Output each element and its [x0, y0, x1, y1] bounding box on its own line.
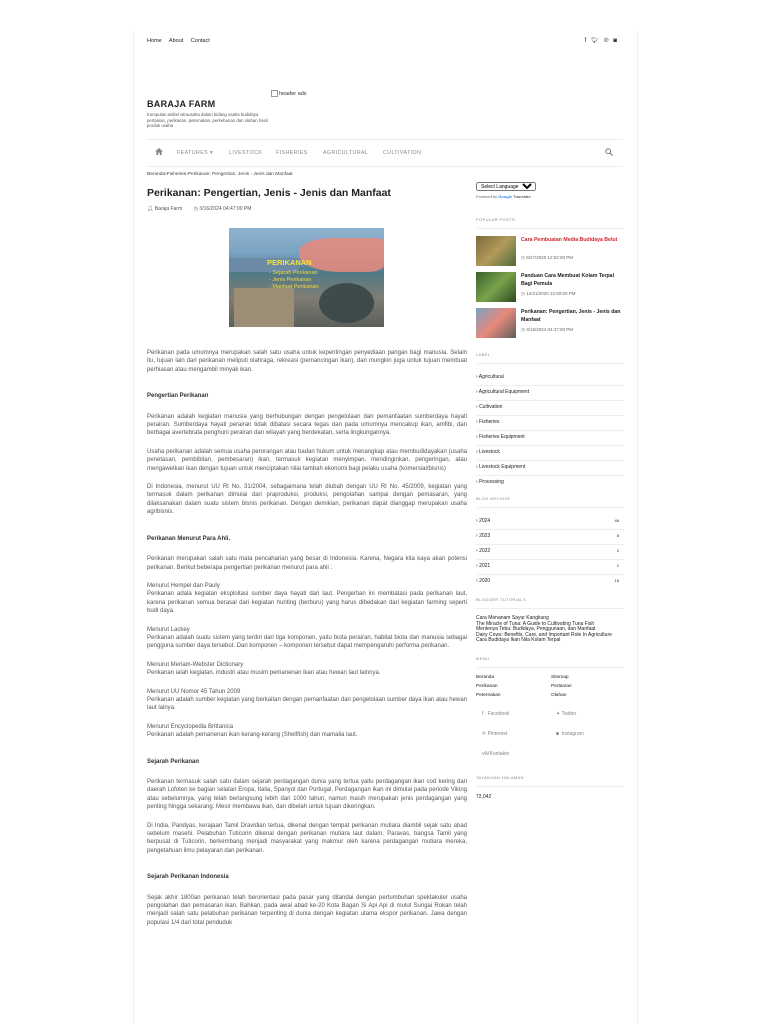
hero-sub-1: - Sejarah Perikanan — [269, 270, 318, 276]
archive-list — [476, 515, 624, 589]
post-paragraph: Sejak akhir 1800an perikanan telah berorientasi pada pasar yang ditandai dengan pertumbuhan spektakuler usaha pengolahan dan pemasaran ikan. Bahkan, pada awal abad ke-20 Kota Bagan Si Api Api di mulut Sungai Rokan telah menjadi salah satu pelabuhan perikanan terpenting di dunia dengan kegiatan utama ekspor perikanan. Jawa dengan populasi 1/4 dari total penduduk — [147, 894, 467, 926]
nav-agricultural[interactable]: AGRICULTURAL — [323, 150, 369, 156]
hero-sublabels — [269, 270, 319, 291]
popular-post-thumbnail[interactable] — [476, 272, 516, 302]
nav-livestock[interactable]: LIVESTOCK — [229, 150, 263, 156]
hero-label: PERIKANAN — [267, 258, 312, 267]
nav-fisheries[interactable]: FISHERIES — [276, 150, 308, 156]
language-select[interactable] — [476, 182, 536, 191]
post-heading: Sejarah Perikanan Indonesia — [147, 874, 229, 881]
popular-post-date-text: 12/21/2020 12:50:00 PM — [526, 291, 576, 296]
social-vkontakte[interactable] — [482, 750, 510, 757]
post-title: Perikanan: Pengertian, Jenis - Jenis dan Manfaat — [147, 187, 391, 199]
chevron-right-icon: › — [165, 172, 167, 177]
archive-year[interactable]: › 2023 8 — [476, 530, 624, 545]
social-links — [476, 707, 624, 769]
popular-post[interactable] — [476, 272, 624, 308]
label-item[interactable]: › Livestock — [476, 446, 624, 461]
social-pinterest-label[interactable]: Pinterest — [487, 730, 508, 737]
twitter-icon: ✦ — [556, 710, 561, 717]
blogger-tutorials-title: BLOGGER TUTORIALS — [476, 597, 624, 609]
label-item[interactable]: › Agricultural Equipment — [476, 386, 624, 401]
top-link-about[interactable]: About — [168, 38, 184, 44]
post-heading: Pengertian Perikanan — [147, 393, 209, 400]
translate-widget — [476, 175, 624, 199]
sidebar — [476, 146, 624, 800]
breadcrumb-current: Perikanan: Pengertian, Jenis - Jenis dan Manfaat — [187, 172, 293, 177]
label-item[interactable]: › Cultivation — [476, 401, 624, 416]
social-facebook-label[interactable]: Facebook — [487, 710, 510, 717]
pinterest-icon[interactable]: ℗ — [603, 38, 614, 44]
popular-post-date-text: 3/16/2024 04:47:00 PM — [526, 327, 573, 332]
label-item[interactable]: › Livestock Equipment — [476, 461, 624, 476]
page-wrapper — [133, 30, 638, 1024]
expert-definition — [147, 723, 467, 740]
expert-name: Menurut Hempel dan Pauly — [147, 582, 220, 589]
popular-posts-title: POPULAR POSTS — [476, 217, 624, 229]
archive-count: 8 — [616, 533, 619, 538]
social-instagram[interactable] — [556, 730, 584, 737]
vkontakte-icon: vk — [482, 750, 487, 757]
archive-title: BLOG ARCHIVE — [476, 496, 624, 508]
label-item[interactable]: › Agricultural — [476, 371, 624, 386]
post-paragraph: Di India, Pandyas, kerajaan Tamil Dravidian tertua, dikenal dengan tempat perikanan mutiara diambil sejak satu abad sebelum masehi. Pelabuhan Tuticorin dikenal dengan perikanan mutiara laut dalam. Paravas, bangsa Tamil yang berpusat di Tuticorin, berkembang menjadi masyarakat yang makmur oleh karena perdagangan mutiara mereka, pengetahuan ilmu pelayaran dan perikanan. — [147, 822, 467, 854]
popular-posts-list — [476, 236, 624, 344]
archive-year[interactable]: › 2022 2 — [476, 545, 624, 560]
label-text[interactable]: Livestock Equipment — [479, 464, 526, 470]
google-logo[interactable]: Google — [498, 194, 513, 199]
expert-text: Perikanan ialah kegiatan, industri atau musim pemanenan ikan atau hewan laut lainnya. — [147, 670, 381, 677]
post-author[interactable]: Baraja Farm — [154, 206, 183, 212]
user-icon: 👤︎ — [147, 206, 154, 212]
powered-by-google — [476, 194, 624, 199]
post-paragraph: Perikanan adalah kegiatan manusia yang berhubungan dengan pengelolaan dan pemanfaatan sumberdaya hayati perairan. Sumberdaya hayati perairan tidak dibatasi secara tegas dan pada umumnya mencakup ikan, amfibi, dan berbagai avertebrata penghuni perairan dan wilayah yang berdekatan, serta lingkungannya. — [147, 413, 467, 437]
archive-year-label[interactable]: 2022 — [479, 548, 491, 554]
menu-grid — [476, 675, 624, 701]
label-item[interactable]: › Fisheries Equipment — [476, 431, 624, 446]
label-text[interactable]: Agricultural Equipment — [478, 389, 530, 395]
archive-year-label[interactable]: 2020 — [479, 578, 491, 584]
popular-post-title[interactable]: Cara Pembuatan Media Budidaya Belut — [521, 237, 618, 243]
post-paragraph: Perikanan pada umumnya merupakan salah satu usaha untuk kepentingan penyediaan pangan bagi manusia. Selain itu, tujuan lain dari perikanan meliputi olahraga, rekreasi (pemancingan ikan), dan mungkin juga untuk tujuan membuat perhiasan atau mengambil minyak ikan. — [147, 350, 467, 373]
popular-post[interactable] — [476, 308, 624, 344]
instagram-icon: ◙ — [556, 730, 560, 737]
clock-icon: ◷ — [193, 206, 199, 212]
menu-sitemap[interactable]: Sitemap — [551, 674, 569, 680]
menu-olahan[interactable]: Olahan — [551, 692, 567, 698]
menu-beranda[interactable]: Beranda — [476, 674, 495, 680]
popular-post[interactable] — [476, 236, 624, 272]
label-list — [476, 371, 624, 490]
post-paragraph: Usaha perikanan adalah semua usaha perorangan atau badan hukum untuk menangkap atau membudidayakan (usaha penetasan, pembibitan, pembesaran) ikan, termasuk kegiatan menyimpan, mendinginkan, pengeringan, atau mengawetkan ikan dengan tujuan untuk menciptakan nilai tambah ekonomi bagi pelaku usaha (komersial/bisnis) — [147, 448, 467, 472]
powered-by-text: Powered by — [476, 194, 498, 199]
pinterest-icon: ℗ — [482, 730, 486, 737]
blogger-item[interactable]: Cara Budidaya Ikan Nila Kolam Terpal — [476, 637, 561, 643]
main-content — [147, 172, 467, 926]
archive-year-label[interactable]: 2024 — [479, 518, 491, 524]
label-text[interactable]: Cultivation — [479, 404, 503, 410]
expert-definition — [147, 626, 467, 651]
breadcrumb-fisheries[interactable]: Fisheries — [166, 172, 187, 177]
archive-count: 2 — [616, 548, 619, 553]
top-link-home[interactable]: Home — [147, 38, 162, 44]
label-item[interactable]: › Fisheries — [476, 416, 624, 431]
facebook-icon[interactable]: f — [584, 38, 592, 44]
label-widget-title: LABEL — [476, 352, 624, 364]
expert-definition — [147, 661, 467, 678]
social-vkontakte-label[interactable]: VKontakte — [486, 750, 510, 757]
expert-text: Perikanan adalah sumber kegiatan yang berkaitan dengan pemanfaatan dan pengelolaan sumber daya ikan atau hewan laut lainya. — [147, 696, 467, 712]
popular-post-date: ◷ 12/21/2020 12:50:00 PM — [521, 291, 576, 296]
archive-count: 15 — [614, 578, 619, 583]
site-description: Kumpulan artikel wirausaha dalam bidang usaha budidaya pertanian, perikanan, peternakan, perkebunan dan olahan hasil produk usaha — [147, 112, 268, 129]
instagram-icon[interactable]: ◙ — [613, 38, 622, 44]
social-pinterest[interactable] — [482, 730, 508, 737]
top-links — [147, 38, 216, 44]
expert-name: Menurut Meriam-Webster Dictionary — [147, 661, 244, 668]
label-text[interactable]: Livestock — [479, 449, 500, 455]
label-text[interactable]: Fisheries — [479, 419, 500, 425]
popular-post-date: ◷ 9/27/2020 12:02:00 PM — [521, 255, 573, 260]
expert-text: Perikanan adala kegiatan eksploitasi sumber daya hayati dari laut. Pengertian ini membatasi pada perikanan laut, karena perikanan semua berasal dari kegiatan hunting (berburu) yang harus dibedakan dari kegiatan farming seperti budi daya. — [147, 591, 467, 615]
hero-sub-2: - Jenis Perikanan — [269, 277, 312, 283]
popular-post-title[interactable]: Panduan Cara Membuat Kolam Terpal Bagi Pemula — [521, 273, 615, 287]
page-views-count: 72,042 — [476, 793, 492, 800]
label-text[interactable]: Fisheries Equipment — [479, 434, 525, 440]
expert-definition — [147, 688, 467, 713]
post-hero-image — [229, 228, 384, 327]
blogger-item[interactable]: Cara Menanam Sayur Kangkung — [476, 615, 549, 621]
top-link-contact[interactable]: Contact — [190, 38, 210, 44]
popular-post-title[interactable]: Perikanan: Pengertian, Jenis - Jenis dan Manfaat — [521, 309, 621, 323]
blogger-item[interactable]: Mentenya Tebu: Budidaya, Penggunaan, dan Manfaat — [476, 626, 596, 632]
breadcrumb — [147, 172, 467, 177]
top-social-icons — [585, 37, 622, 44]
hero-market — [234, 288, 294, 327]
popular-post-thumbnail[interactable] — [476, 236, 516, 266]
expert-definition — [147, 582, 467, 616]
home-icon[interactable] — [155, 148, 163, 155]
post-body — [147, 349, 467, 937]
archive-count: 1 — [616, 563, 619, 568]
post-paragraph: Perikanan termasuk salah satu dalam sejarah perdagangan dunia yang tertua yaitu perdagangan ikan cod kering dari daerah Lofoten ke bagian selatan Eropa, Italia, Spanyol dan Portugal. Perdagangan ikan ini dimulai pada periode Viking atau sebelumnya, yang telah berlangsung lebih dari 1000 tahun, namun masih merupakan jenis perdagangan yang penting hingga sekarang. Mesir membawa ikan, dan dibelah untuk tujuan dikeringkan. — [147, 779, 467, 811]
social-facebook[interactable] — [482, 710, 510, 717]
post-paragraph: Di Indonesia, menurut UU RI No. 31/2004, sebagaimana telah diubah dengan UU RI No. 45/2009, kegiatan yang termasuk dalam perikanan dimulai dari praproduksi, produksi, pengolahan sampai dengan pemasaran, yang dilaksanakan dalam suatu sistem bisnis perikanan. Dengan demikian, perikanan dapat dianggap merupakan usaha agribisnis. — [147, 484, 467, 516]
social-twitter[interactable] — [556, 710, 577, 717]
header-ads-image[interactable]: header ads — [271, 90, 307, 97]
post-paragraph: Perikanan merupakan salah satu mata pencaharian yang besar di Indonesia. Karena, Negara kita kaya akan potensi perikanan. Berikut beberapa pengertian perikanan menurut para ahli : — [147, 556, 467, 571]
post-heading: Perikanan Menurut Para Ahli. — [147, 535, 231, 542]
hero-fish-pile — [299, 238, 384, 272]
menu-peternakan[interactable]: Peternakan — [476, 692, 501, 698]
post-date: 3/16/2024 04:47:00 PM — [199, 206, 252, 212]
archive-year[interactable]: › 2024 46 — [476, 515, 624, 530]
archive-year[interactable]: › 2021 1 — [476, 560, 624, 575]
facebook-icon: f — [482, 710, 484, 717]
archive-count: 46 — [614, 518, 619, 523]
social-twitter-label[interactable]: Twitter — [561, 710, 577, 717]
chevron-right-icon: › — [186, 172, 188, 177]
popular-post-date-text: 9/27/2020 12:02:00 PM — [526, 255, 573, 260]
popular-post-thumbnail[interactable] — [476, 308, 516, 338]
post-meta — [147, 206, 251, 212]
hero-sub-3: - Manfaat Perikanan — [269, 284, 319, 290]
archive-year[interactable]: › 2020 15 — [476, 575, 624, 589]
menu-perikanan[interactable]: Perikanan — [476, 683, 498, 689]
menu-title: MENU — [476, 656, 624, 668]
label-text[interactable]: Processing — [479, 479, 504, 485]
archive-year-label[interactable]: 2021 — [479, 563, 491, 569]
post-heading: Sejarah Perikanan — [147, 758, 200, 765]
expert-text: Perikanan adalah suatu sistem yang terdiri dari tiga komponen, yaitu biota perairan, habitat biota dan manusia sebagai pengguna sumber daya tersebut. Dari komponen – komponen tersebut dapat mempengaruhi performa perikanan. — [147, 634, 467, 650]
chevron-down-icon: ▾ — [209, 150, 213, 156]
page-views-title: TAYANGAN HALAMAN — [476, 775, 624, 787]
blogger-tutorials-list — [476, 616, 624, 644]
breadcrumb-home[interactable]: Beranda — [147, 172, 166, 177]
expert-name: Menurut UU Nomor 45 Tahun 2009 — [147, 688, 241, 695]
expert-name: Menurut Encyclopedia Brittanica — [147, 723, 234, 730]
expert-text: Perikanan adalah pemanenan ikan kerang-kerang (Shellfish) dan mamalia laut. — [147, 732, 358, 739]
label-item[interactable]: › Processing — [476, 479, 504, 485]
archive-year-label[interactable]: 2023 — [479, 533, 491, 539]
expert-name: Menurut Lackey — [147, 626, 190, 633]
blogger-item[interactable]: The Miracle of Tuna: A Guide to Cultivating Tuna Fish — [476, 620, 595, 627]
top-bar — [134, 30, 637, 52]
social-instagram-label[interactable]: Instagram — [561, 730, 584, 737]
translate-link[interactable]: Translate — [513, 194, 531, 199]
menu-pertanian[interactable]: Pertanian — [551, 683, 572, 689]
nav-cultivation[interactable]: CULTIVATION — [383, 150, 422, 156]
popular-post-date: ◷ 3/16/2024 04:47:00 PM — [521, 327, 573, 332]
hero-basket — [319, 283, 374, 323]
site-title[interactable]: BARAJA FARM — [147, 99, 216, 109]
blogger-item[interactable]: Dairy Cows: Benefits, Care, and Important Role In Agriculture — [476, 631, 612, 638]
twitter-icon[interactable]: 🐦︎ — [591, 38, 604, 44]
label-text[interactable]: Agricultural — [478, 374, 504, 380]
nav-features[interactable]: FEATURES ▾ — [177, 150, 213, 156]
